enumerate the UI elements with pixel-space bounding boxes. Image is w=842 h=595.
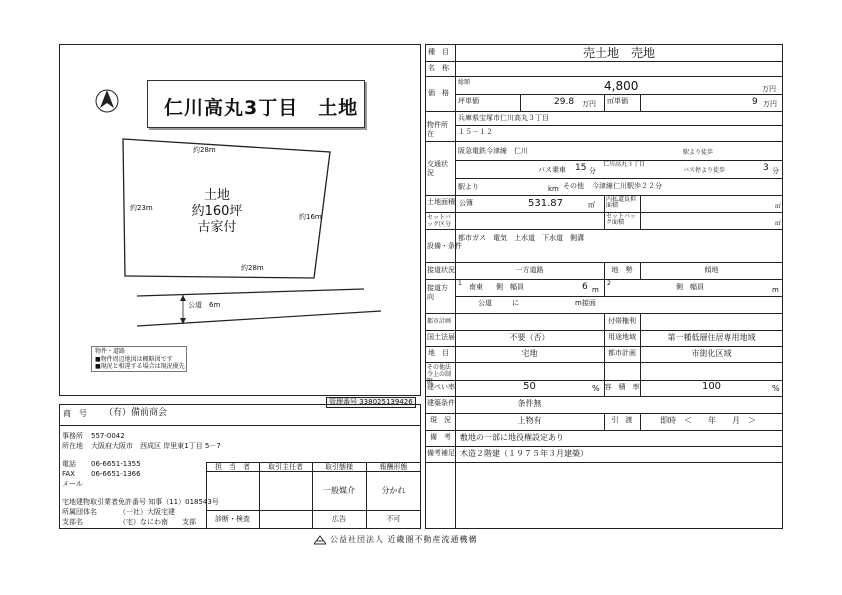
facility-label: 設備・条件 bbox=[427, 242, 462, 250]
road-status-value: 一方道路 bbox=[515, 266, 544, 274]
road-status-label: 接道状況 bbox=[427, 266, 455, 274]
public-road-ni: に bbox=[512, 299, 519, 307]
far-value: 100 bbox=[701, 381, 722, 392]
legend-title: 物件・道路 bbox=[95, 348, 126, 355]
public-road-label: 公道 bbox=[478, 299, 492, 307]
approval-label: 付帯権利 bbox=[608, 317, 636, 325]
lot-label-right: 約16m bbox=[299, 213, 322, 221]
setback-label: セットバック区分 bbox=[427, 214, 452, 228]
price-sub-label: 総額 bbox=[458, 79, 471, 86]
property-title: 仁川高丸3丁目 土地 bbox=[164, 97, 359, 119]
land-area-label: 土地面積 bbox=[427, 198, 455, 206]
remarks-label: 備 考 bbox=[430, 433, 451, 441]
status-label: 現 況 bbox=[430, 416, 451, 424]
private-road-label: 内私道負担面積 bbox=[606, 196, 637, 209]
deal-header-type: 取引態様 bbox=[325, 463, 353, 471]
name-label: 名 称 bbox=[428, 64, 449, 72]
road2-unit: m bbox=[772, 286, 779, 294]
lot-label-top: 約28m bbox=[193, 146, 216, 154]
location-line1: 兵庫県宝塚市仁川高丸３丁目 bbox=[458, 114, 549, 122]
address-label: 所在地 bbox=[62, 442, 83, 450]
private-road-unit: ㎡ bbox=[775, 203, 782, 210]
road1-side: 側 幅員 bbox=[496, 283, 524, 291]
land-cat-label: 地 目 bbox=[428, 349, 449, 357]
lot-center-line3: 古家付 bbox=[197, 220, 237, 235]
cond-label: 建築条件 bbox=[427, 399, 455, 407]
km-label: 駅より bbox=[458, 183, 479, 191]
road1-direction: 南東 bbox=[469, 283, 483, 291]
facility-value: 都市ガス 電気 上水道 下水道 側溝 bbox=[458, 234, 584, 242]
km-unit: km bbox=[548, 185, 559, 193]
road1-unit: m bbox=[592, 286, 599, 294]
bus-walk-value: 3 bbox=[763, 163, 769, 173]
license-number: 宅地建物取引業者免許番号 知事（11）018543号 bbox=[62, 498, 219, 506]
bcr-label: 建ぺい率 bbox=[427, 383, 455, 391]
legend-line1: ■物件周辺地図は概略図です bbox=[95, 356, 173, 363]
bus-walk-unit: 分 bbox=[772, 167, 779, 175]
road-dir-label: 接道方向 bbox=[427, 284, 448, 301]
cond-value: 条件無 bbox=[517, 399, 542, 408]
sqm-price-value: 9 bbox=[752, 97, 758, 107]
road1-number: 1 bbox=[458, 280, 462, 287]
branch-label: 支部名 bbox=[62, 518, 83, 526]
urban-label: 都市計画 bbox=[427, 318, 452, 325]
train-line: 阪急電鉄今津線 仁川 bbox=[458, 147, 528, 155]
footer-association: 公益社団法人 近畿圏不動産流通機構 bbox=[330, 535, 478, 544]
kind-value: 売土地 売地 bbox=[582, 46, 655, 60]
legend-line2: ■現況と相違する場合は現況優先 bbox=[95, 363, 185, 370]
company-label: 商 号 bbox=[63, 409, 87, 418]
bus-unit: 分 bbox=[589, 167, 596, 175]
remarks2-value: 木造２階建（１９７５年３月建築） bbox=[460, 449, 588, 458]
ad-value: 不可 bbox=[386, 515, 401, 523]
land-area-unit: ㎡ bbox=[588, 201, 595, 209]
assoc-label: 所属団体名 bbox=[62, 508, 97, 516]
lot-label-bottom: 約28m bbox=[241, 264, 264, 272]
frontage-label: m接面 bbox=[575, 299, 596, 307]
association-logo-icon bbox=[314, 535, 326, 545]
deal-header-agent: 取引主任者 bbox=[268, 463, 303, 471]
lot-label-left: 約23m bbox=[130, 204, 153, 212]
status-value: 上物有 bbox=[517, 416, 542, 425]
sqm-price-unit: 万円 bbox=[763, 100, 777, 108]
remarks2-label: 備考補足 bbox=[427, 449, 455, 457]
branch-value: （宅）なにわ南 支部 bbox=[119, 518, 196, 526]
fax-value: 06-6651-1366 bbox=[91, 470, 141, 478]
other-traffic-value: 今津線仁川駅歩２２分 bbox=[592, 182, 662, 190]
setback-area-label: セットバック面積 bbox=[606, 213, 636, 226]
company-address: 大阪府大阪市 西成区 岸里東1丁目 5－7 bbox=[91, 442, 221, 450]
road1-width: 6 bbox=[582, 282, 588, 292]
tsubo-label: 坪単価 bbox=[458, 97, 479, 105]
lot-drawing bbox=[59, 44, 421, 396]
tsubo-value: 29.8 bbox=[554, 97, 575, 107]
fax-label: FAX bbox=[62, 470, 75, 478]
remarks-value: 敷地の一部に地役権設定あり bbox=[460, 433, 564, 442]
bcr-unit: % bbox=[592, 384, 600, 393]
bus-walk-label: バス停より徒歩 bbox=[683, 167, 726, 174]
road2-side: 側 幅員 bbox=[676, 283, 704, 291]
deal-header-fee: 報酬形態 bbox=[379, 463, 408, 471]
city-plan-value: 市街化区域 bbox=[691, 349, 732, 358]
other-traffic-label: その他 bbox=[563, 182, 584, 190]
bus-minutes: 15 bbox=[575, 163, 587, 173]
land-area-type: 公簿 bbox=[459, 199, 473, 207]
tsubo-unit: 万円 bbox=[582, 100, 596, 108]
tel-value: 06-6651-1355 bbox=[91, 460, 141, 468]
law-value: 不要（否） bbox=[509, 333, 550, 342]
road-label: 公道 6m bbox=[188, 301, 221, 309]
tel-label: 電話 bbox=[62, 460, 76, 468]
sqm-price-label: ㎡単価 bbox=[607, 97, 628, 105]
far-label: 容 積 率 bbox=[604, 383, 640, 391]
walk-label: 駅より徒歩 bbox=[683, 149, 714, 156]
assoc-value: （一社）大阪宅建 bbox=[119, 508, 175, 516]
price-value: 4,800 bbox=[604, 79, 639, 93]
land-shape-label: 地 勢 bbox=[611, 266, 633, 274]
map-legend bbox=[91, 346, 187, 372]
road2-number: 2 bbox=[607, 280, 611, 287]
inspection-label: 診断・検査 bbox=[215, 515, 250, 523]
office-label: 事務所 bbox=[62, 432, 83, 440]
setback-area-unit: ㎡ bbox=[775, 220, 782, 227]
bus-stop-name: 仁川高丸３丁目 bbox=[603, 161, 646, 168]
location-line2: １５－１２ bbox=[458, 128, 493, 136]
land-cat-value: 宅地 bbox=[521, 349, 538, 358]
deal-fee-value: 分かれ bbox=[381, 486, 406, 495]
deal-header-staff: 担 当 者 bbox=[215, 463, 250, 471]
postal-code: 557-0042 bbox=[91, 432, 125, 440]
price-unit: 万円 bbox=[762, 85, 776, 93]
deal-type-value: 一般媒介 bbox=[323, 486, 355, 495]
management-number: 管理番号 338025139426 bbox=[326, 397, 416, 408]
location-label: 物件所在 bbox=[427, 121, 448, 138]
land-area-value: 531.87 bbox=[528, 198, 563, 209]
bus-label: バス乗車 bbox=[538, 166, 566, 174]
land-shape-value: 傾地 bbox=[704, 266, 719, 274]
bcr-value: 50 bbox=[523, 381, 536, 392]
price-label: 価 格 bbox=[428, 89, 449, 97]
mail-label: メール bbox=[62, 480, 83, 488]
zoning-label: 用途地域 bbox=[608, 333, 636, 341]
far-unit: % bbox=[772, 384, 780, 393]
law-label: 国土法届 bbox=[427, 333, 455, 341]
zoning-value: 第一種低層住居専用地域 bbox=[667, 333, 756, 342]
city-plan-label: 都市計画 bbox=[608, 349, 636, 357]
lot-center-line2: 約160坪 bbox=[191, 204, 243, 219]
kind-label: 種 目 bbox=[428, 48, 449, 56]
company-name: （有）備前商会 bbox=[104, 408, 168, 418]
handover-label: 引 渡 bbox=[611, 416, 633, 424]
traffic-label: 交通状況 bbox=[427, 160, 448, 177]
other-law-label: その他法令上の制限 bbox=[427, 364, 452, 385]
ad-label: 広告 bbox=[332, 515, 346, 523]
handover-value: 即時 ＜ 年 月 ＞ bbox=[660, 416, 756, 425]
lot-center-line1: 土地 bbox=[203, 188, 230, 203]
